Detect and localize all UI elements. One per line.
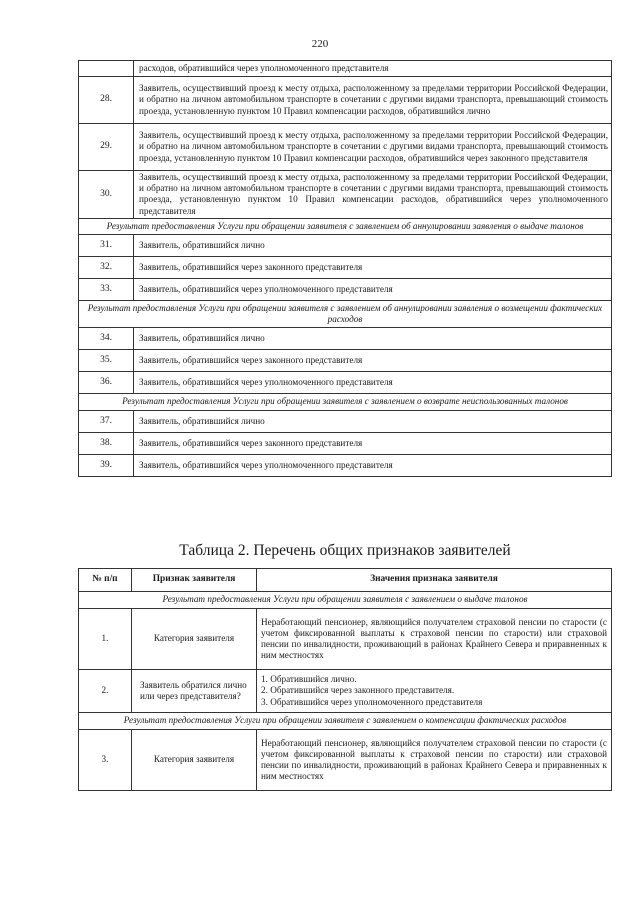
- row-text: Заявитель, обратившийся лично: [134, 328, 612, 350]
- table-row: [79, 171, 612, 219]
- table-row: [79, 609, 612, 670]
- row-number: 37.: [79, 410, 134, 432]
- row-text: Заявитель, обратившийся лично: [134, 235, 612, 257]
- row-number: 39.: [79, 454, 134, 476]
- row-text: Заявитель, обратившийся через уполномоченного представителя: [134, 372, 612, 394]
- row-number: [79, 61, 134, 77]
- column-header-values: Значения признака заявителя: [257, 569, 612, 592]
- row-attribute: Категория заявителя: [132, 730, 257, 791]
- section-header: Результат предоставления Услуги при обращении заявителя с заявлением о выдаче талонов: [79, 592, 612, 609]
- row-number: 31.: [79, 235, 134, 257]
- row-number: 3.: [79, 730, 132, 791]
- row-number: 30.: [79, 171, 134, 219]
- section-header-row: [79, 218, 612, 234]
- common-attributes-table: [78, 568, 612, 791]
- row-value: Неработающий пенсионер, являющийся получателем страховой пенсии по старости (с учетом фиксированной выплаты к страховой пенсии по старости) или страховой пенсии по инвалидности, проживающий в районах Крайнего Севера и приравненных к ним местностях: [257, 609, 612, 670]
- table-row: [79, 235, 612, 257]
- row-text: Заявитель, обратившийся через уполномоченного представителя: [134, 454, 612, 476]
- row-text: Заявитель, обратившийся через уполномоченного представителя: [134, 279, 612, 301]
- table-row: [79, 124, 612, 171]
- row-number: 28.: [79, 77, 134, 124]
- table2-title: Таблица 2. Перечень общих признаков заявителей: [179, 542, 511, 559]
- row-number: 36.: [79, 372, 134, 394]
- section-header-row: [79, 713, 612, 730]
- list-item: 3. Обратившийся через уполномоченного представителя: [261, 696, 483, 707]
- row-number: 2.: [79, 670, 132, 713]
- row-number: 35.: [79, 350, 134, 372]
- row-number: 34.: [79, 328, 134, 350]
- table-row: [79, 372, 612, 394]
- row-text: расходов, обратившийся через уполномоченного представителя: [134, 61, 612, 77]
- row-text: Заявитель, осуществивший проезд к месту отдыха, расположенному за пределами территории Российской Федерации, и обратно на личном автомобильном транспорте в сочетании с другими видами транспорта, превышающий стоимость проезда, установленную пунктом 10 Правил компенсации расходов, обратившийся лично: [134, 77, 612, 124]
- table-header-row: [79, 569, 612, 592]
- row-value: Неработающий пенсионер, являющийся получателем страховой пенсии по старости (с учетом фиксированной выплаты к страховой пенсии по старости) или страховой пенсии по инвалидности, проживающий в районах Крайнего Севера и приравненных к ним местностях: [257, 730, 612, 791]
- table-row: [79, 432, 612, 454]
- row-attribute: Категория заявителя: [132, 609, 257, 670]
- list-item: 1. Обратившийся лично.: [261, 673, 357, 684]
- section-header-row: [79, 592, 612, 609]
- list-item: 2. Обратившийся через законного представителя.: [261, 685, 455, 696]
- section-header: Результат предоставления Услуги при обращении заявителя с заявлением об аннулировании заявления о выдаче талонов: [79, 218, 612, 234]
- row-number: 32.: [79, 257, 134, 279]
- row-value-list: [257, 670, 612, 713]
- section-header-row: [79, 301, 612, 328]
- table-row: [79, 454, 612, 476]
- section-header: Результат предоставления Услуги при обращении заявителя с заявлением о возврате неиспользованных талонов: [79, 394, 612, 410]
- table-row: [79, 730, 612, 791]
- row-text: Заявитель, осуществивший проезд к месту отдыха, расположенному за пределами территории Российской Федерации, и обратно на личном автомобильном транспорте в сочетании с другими видами транспорта, превышающий стоимость проезда, установленную пунктом 10 Правил компенсации расходов, обратившийся через законного представителя: [134, 124, 612, 171]
- row-text: Заявитель, осуществивший проезд к месту отдыха, расположенному за пределами территории Российской Федерации, и обратно на личном автомобильном транспорте в сочетании с другими видами транспорта, превышающий стоимость проезда, установленную пунктом 10 Правил компенсации расходов, обратившийся через уполномоченного представителя: [134, 171, 612, 219]
- table-row: [79, 410, 612, 432]
- section-header: Результат предоставления Услуги при обращении заявителя с заявлением о компенсации фактических расходов: [79, 713, 612, 730]
- row-number: 1.: [79, 609, 132, 670]
- row-text: Заявитель, обратившийся через законного представителя: [134, 432, 612, 454]
- table-row: [79, 77, 612, 124]
- table-row: [79, 279, 612, 301]
- row-text: Заявитель, обратившийся через законного представителя: [134, 257, 612, 279]
- table-row: [79, 670, 612, 713]
- table-row: [79, 61, 612, 77]
- page-number: 220: [311, 38, 329, 50]
- row-text: Заявитель, обратившийся через законного представителя: [134, 350, 612, 372]
- table-row: [79, 257, 612, 279]
- row-number: 29.: [79, 124, 134, 171]
- row-number: 33.: [79, 279, 134, 301]
- applicants-table-continuation: [78, 60, 612, 477]
- table-row: [79, 328, 612, 350]
- column-header-attribute: Признак заявителя: [132, 569, 257, 592]
- section-header: Результат предоставления Услуги при обращении заявителя с заявлением об аннулировании заявления о возмещении фактических расходов: [79, 301, 612, 328]
- column-header-num: № п/п: [79, 569, 132, 592]
- table-row: [79, 350, 612, 372]
- section-header-row: [79, 394, 612, 410]
- row-number: 38.: [79, 432, 134, 454]
- row-text: Заявитель, обратившийся лично: [134, 410, 612, 432]
- row-attribute: Заявитель обратился лично или через представителя?: [132, 670, 257, 713]
